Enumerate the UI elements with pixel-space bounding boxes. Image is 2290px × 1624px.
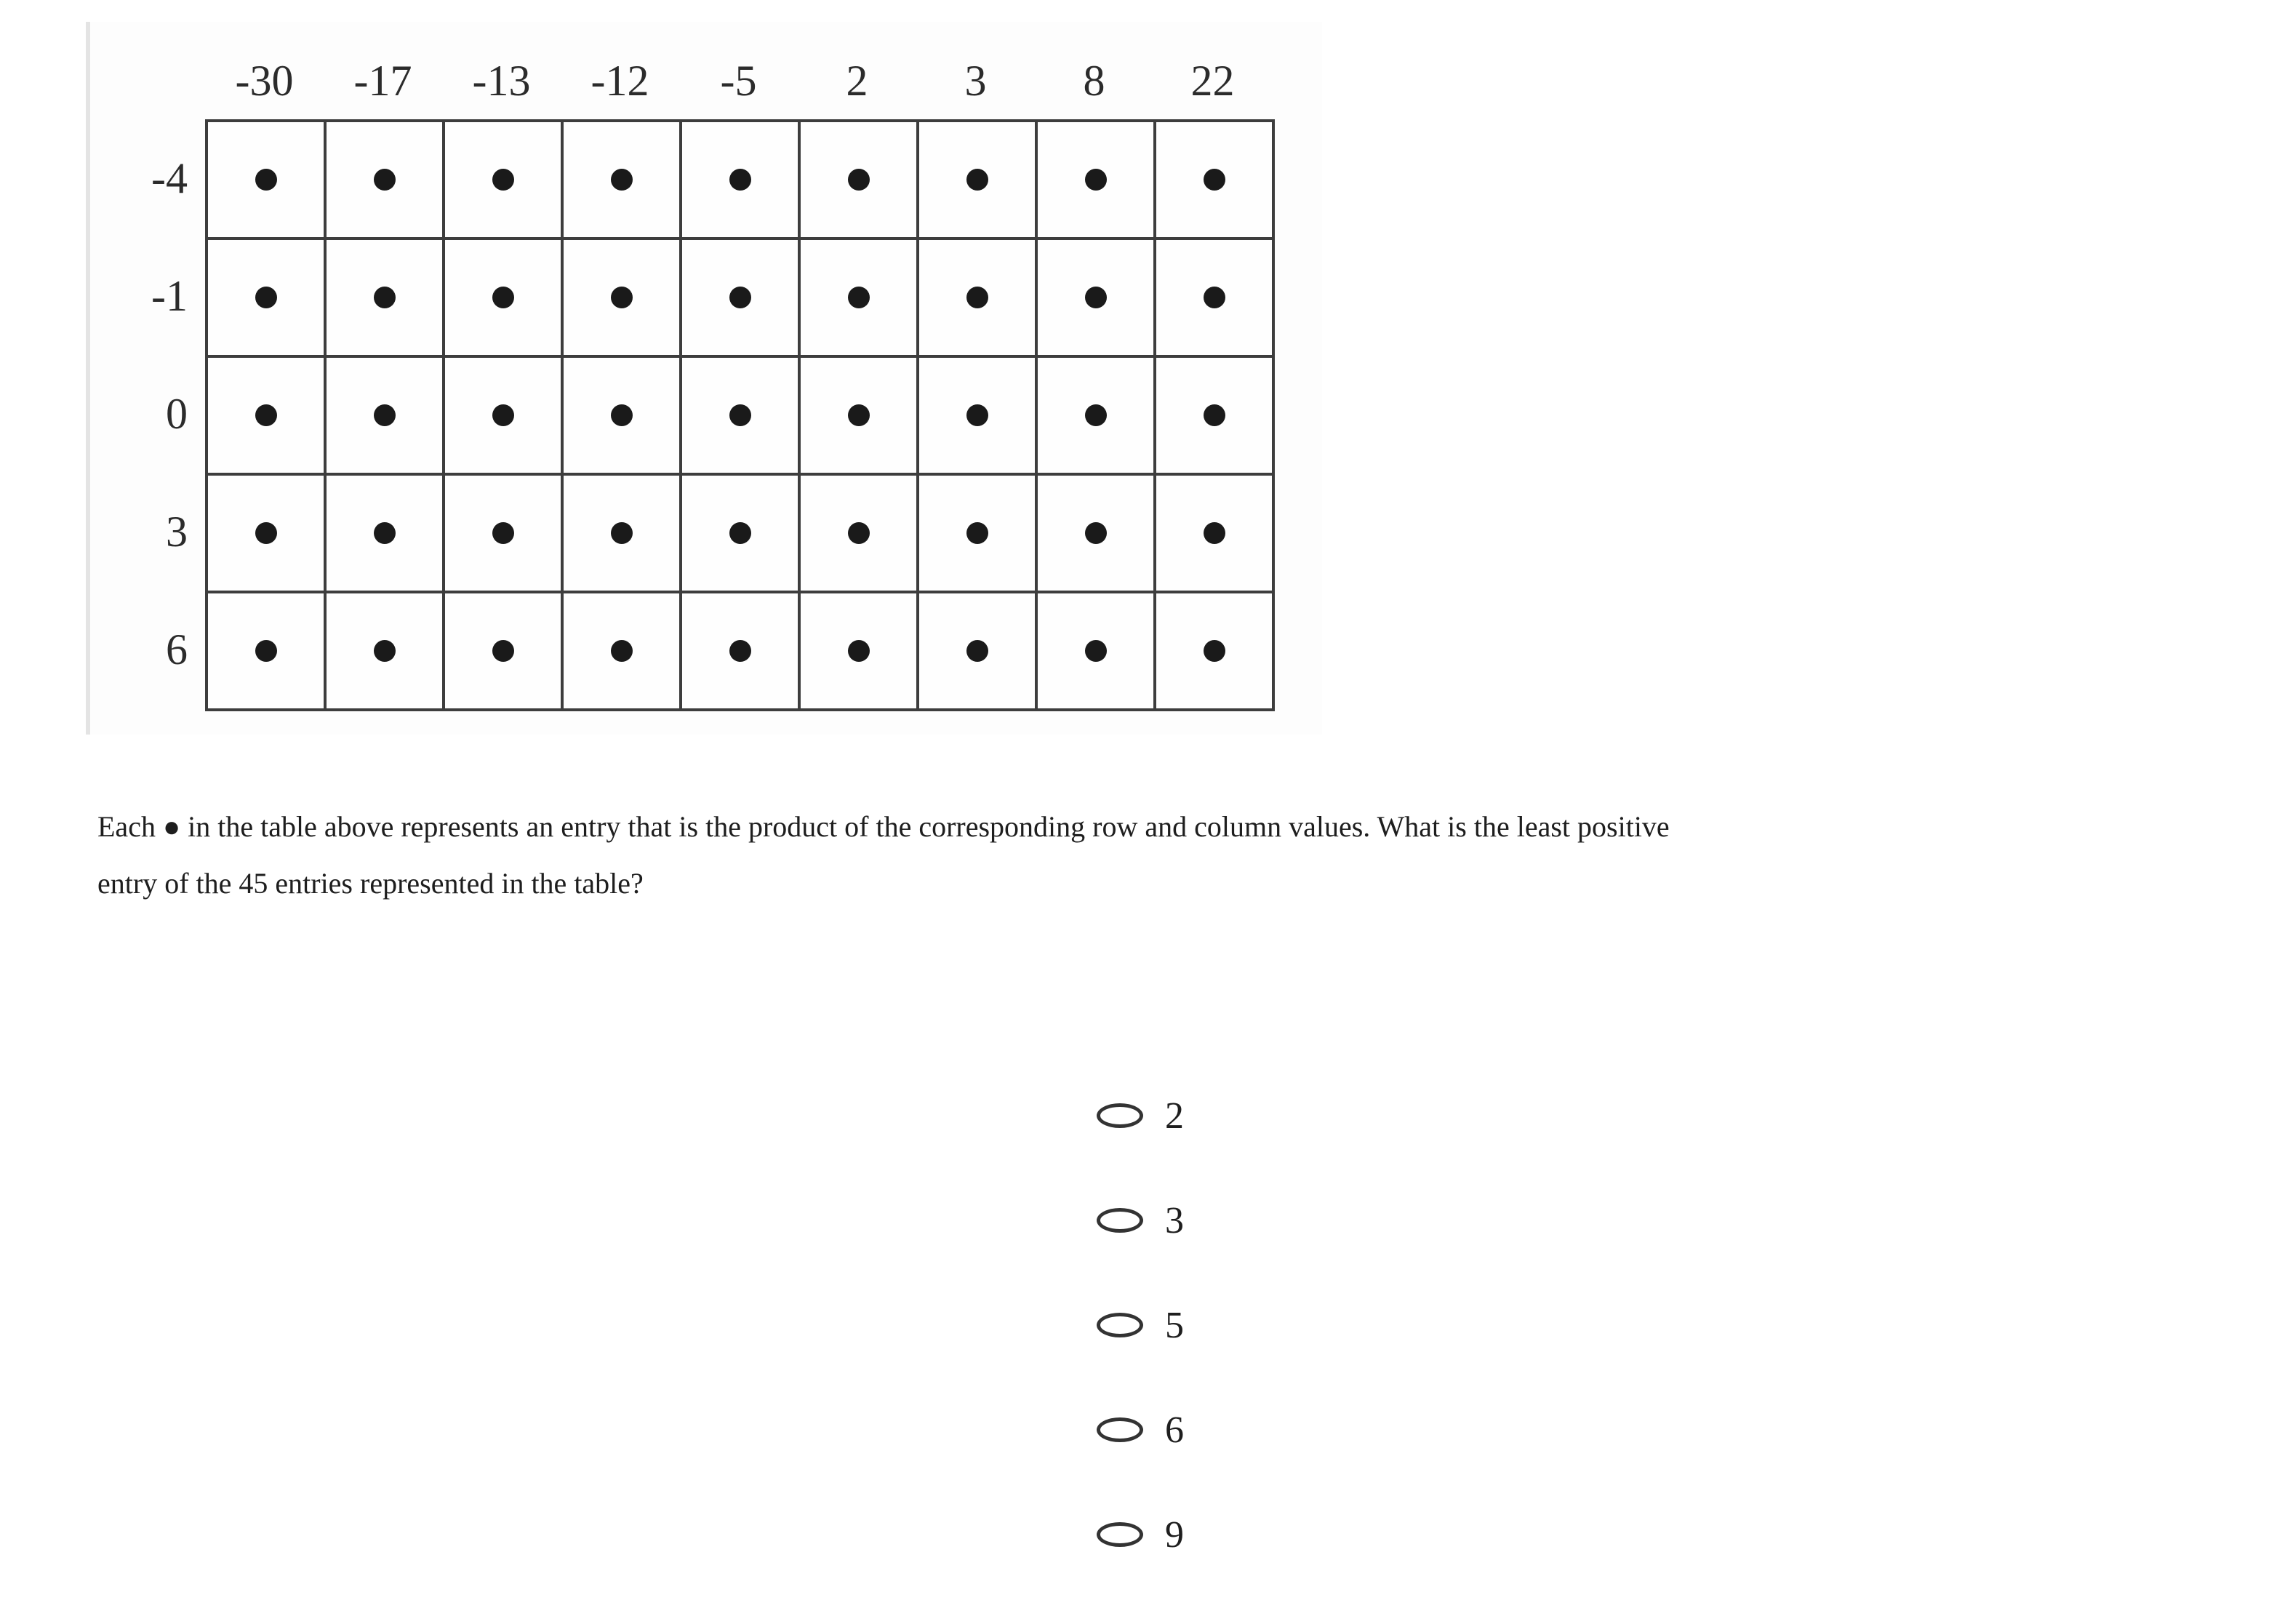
dot-icon bbox=[1085, 287, 1107, 308]
table-cell bbox=[1156, 358, 1275, 476]
table-cell bbox=[919, 593, 1038, 711]
row-headers bbox=[90, 119, 199, 708]
table-cell bbox=[208, 593, 327, 711]
question-line-1: Each ● in the table above represents an entry that is the product of the corresponding row and column values. What is the least positive bbox=[97, 810, 1670, 843]
table-cell bbox=[1038, 476, 1156, 593]
table-cell bbox=[1038, 358, 1156, 476]
table-cell bbox=[564, 593, 682, 711]
table-cell bbox=[919, 358, 1038, 476]
column-header: 3 bbox=[964, 57, 987, 105]
dot-icon bbox=[255, 640, 277, 662]
dot-icon bbox=[255, 169, 277, 191]
dot-icon bbox=[848, 522, 870, 544]
dot-icon bbox=[1204, 522, 1225, 544]
table-cell bbox=[445, 358, 564, 476]
table-cell bbox=[801, 476, 919, 593]
table-cell bbox=[682, 122, 801, 240]
dot-icon bbox=[729, 169, 751, 191]
table-cell bbox=[445, 593, 564, 711]
dot-icon bbox=[848, 287, 870, 308]
table-cell bbox=[327, 240, 445, 358]
dot-icon bbox=[255, 404, 277, 426]
dot-icon bbox=[1204, 169, 1225, 191]
table-cell bbox=[327, 358, 445, 476]
radio-button[interactable] bbox=[1097, 1522, 1143, 1547]
column-header: -17 bbox=[353, 57, 412, 105]
dot-icon bbox=[966, 287, 988, 308]
column-header: 22 bbox=[1190, 57, 1235, 105]
dot-icon bbox=[848, 640, 870, 662]
radio-button[interactable] bbox=[1097, 1417, 1143, 1442]
option-label: 9 bbox=[1165, 1513, 1184, 1556]
table-cell bbox=[208, 240, 327, 358]
table-cell bbox=[1156, 476, 1275, 593]
option-label: 2 bbox=[1165, 1095, 1184, 1137]
dot-icon bbox=[611, 287, 633, 308]
column-header: 2 bbox=[846, 57, 868, 105]
table-cell bbox=[682, 593, 801, 711]
dot-icon bbox=[1204, 404, 1225, 426]
dot-icon bbox=[1085, 404, 1107, 426]
dot-icon bbox=[611, 404, 633, 426]
table-cell bbox=[682, 476, 801, 593]
question-line-2: entry of the 45 entries represented in the table? bbox=[97, 867, 644, 900]
option-label: 3 bbox=[1165, 1199, 1184, 1241]
table-cell bbox=[208, 122, 327, 240]
row-header: 6 bbox=[166, 625, 188, 673]
table-cell bbox=[682, 358, 801, 476]
column-header: 8 bbox=[1083, 57, 1105, 105]
product-table-figure bbox=[86, 22, 1322, 735]
table-cell bbox=[1156, 240, 1275, 358]
table-cell bbox=[564, 358, 682, 476]
dot-icon bbox=[1085, 522, 1107, 544]
question-text bbox=[97, 799, 2250, 912]
radio-button[interactable] bbox=[1097, 1208, 1143, 1233]
dot-icon bbox=[611, 640, 633, 662]
row-header: 3 bbox=[166, 507, 188, 556]
table-cell bbox=[327, 593, 445, 711]
table-cell bbox=[564, 476, 682, 593]
dot-icon bbox=[1204, 640, 1225, 662]
option-row[interactable] bbox=[1097, 1168, 1184, 1273]
option-label: 6 bbox=[1165, 1409, 1184, 1451]
table-cell bbox=[445, 476, 564, 593]
dot-icon bbox=[729, 404, 751, 426]
table-cell bbox=[445, 240, 564, 358]
dot-icon bbox=[1085, 640, 1107, 662]
row-header: -1 bbox=[151, 271, 188, 320]
table-cell bbox=[801, 240, 919, 358]
table-cell bbox=[919, 122, 1038, 240]
option-row[interactable] bbox=[1097, 1482, 1184, 1587]
dot-icon bbox=[1085, 169, 1107, 191]
option-row[interactable] bbox=[1097, 1273, 1184, 1377]
dot-icon bbox=[492, 522, 514, 544]
table-cell bbox=[1038, 240, 1156, 358]
dot-icon bbox=[848, 169, 870, 191]
dot-icon bbox=[492, 287, 514, 308]
answer-options bbox=[1097, 1063, 1184, 1587]
dot-icon bbox=[966, 640, 988, 662]
table-cell bbox=[801, 358, 919, 476]
dot-icon bbox=[255, 287, 277, 308]
dot-icon bbox=[374, 640, 396, 662]
table-cell bbox=[445, 122, 564, 240]
table-cell bbox=[801, 122, 919, 240]
option-row[interactable] bbox=[1097, 1063, 1184, 1168]
table-cell bbox=[208, 476, 327, 593]
dot-icon bbox=[966, 169, 988, 191]
table-cell bbox=[327, 122, 445, 240]
table-cell bbox=[1156, 122, 1275, 240]
table-cell bbox=[1038, 593, 1156, 711]
column-header: -12 bbox=[590, 57, 649, 105]
row-header: -4 bbox=[151, 153, 188, 202]
radio-button[interactable] bbox=[1097, 1103, 1143, 1128]
dot-icon bbox=[492, 404, 514, 426]
dot-icon bbox=[374, 522, 396, 544]
column-headers bbox=[205, 44, 1272, 119]
table-cell bbox=[919, 476, 1038, 593]
dot-icon bbox=[966, 522, 988, 544]
dot-icon bbox=[848, 404, 870, 426]
column-header: -13 bbox=[472, 57, 531, 105]
dot-icon bbox=[611, 522, 633, 544]
dot-icon bbox=[611, 169, 633, 191]
dot-icon bbox=[966, 404, 988, 426]
column-header: -5 bbox=[720, 57, 757, 105]
radio-button[interactable] bbox=[1097, 1313, 1143, 1337]
table-cell bbox=[208, 358, 327, 476]
dot-icon bbox=[255, 522, 277, 544]
table-cell bbox=[801, 593, 919, 711]
dot-icon bbox=[729, 287, 751, 308]
dot-grid bbox=[205, 119, 1275, 711]
table-cell bbox=[1038, 122, 1156, 240]
option-row[interactable] bbox=[1097, 1377, 1184, 1482]
dot-icon bbox=[374, 287, 396, 308]
dot-icon bbox=[374, 169, 396, 191]
table-cell bbox=[327, 476, 445, 593]
dot-icon bbox=[374, 404, 396, 426]
option-label: 5 bbox=[1165, 1304, 1184, 1346]
dot-icon bbox=[1204, 287, 1225, 308]
table-cell bbox=[919, 240, 1038, 358]
dot-icon bbox=[492, 640, 514, 662]
dot-icon bbox=[492, 169, 514, 191]
table-cell bbox=[682, 240, 801, 358]
table-cell bbox=[564, 240, 682, 358]
row-header: 0 bbox=[166, 389, 188, 438]
table-cell bbox=[564, 122, 682, 240]
dot-icon bbox=[729, 522, 751, 544]
dot-icon bbox=[729, 640, 751, 662]
table-cell bbox=[1156, 593, 1275, 711]
column-header: -30 bbox=[235, 57, 294, 105]
